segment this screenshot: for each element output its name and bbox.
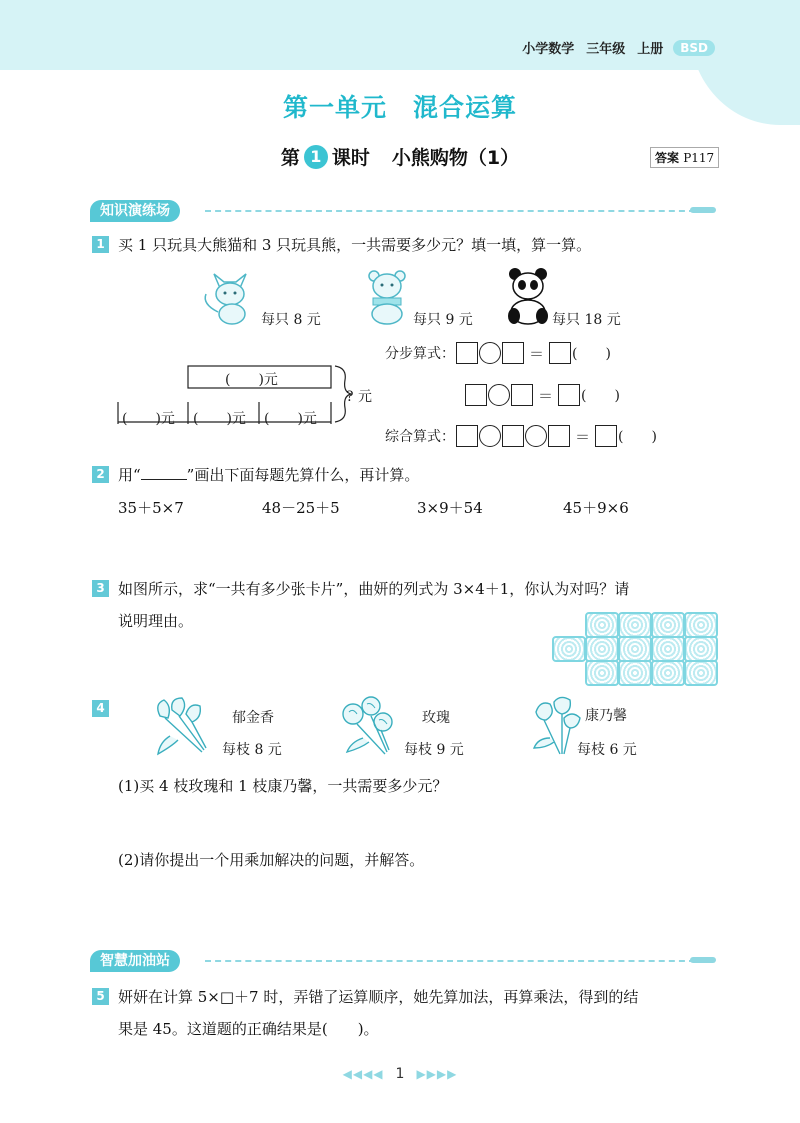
card	[651, 612, 685, 638]
edition-badge: BSD	[673, 40, 715, 56]
card	[684, 612, 718, 638]
section-divider	[205, 210, 695, 212]
answer-box[interactable]	[456, 342, 478, 364]
page-footer	[0, 1066, 800, 1082]
card	[585, 660, 619, 686]
card	[585, 636, 619, 662]
diagram-bottom-label: ( )元	[122, 411, 175, 427]
operator-circle[interactable]	[488, 384, 510, 406]
left-arrows-icon: ◀◀◀◀	[342, 1067, 384, 1081]
expression: 35＋5×7	[118, 499, 184, 517]
section-practice: 知识演练场	[90, 200, 180, 222]
tulip-icon	[150, 696, 220, 758]
answer-box[interactable]	[456, 425, 478, 447]
question-3-line2: 说明理由。	[118, 612, 194, 630]
section-divider	[205, 960, 695, 962]
rose-icon	[335, 696, 401, 758]
card	[585, 612, 619, 638]
price-fox: 每只 8 元	[261, 312, 321, 328]
lesson-suffix: 课时	[331, 147, 370, 169]
question-4-sub1: (1)买 4 枝玫瑰和 1 枝康乃馨，一共需要多少元？	[118, 777, 448, 795]
step-label: 分步算式：	[385, 346, 455, 362]
question-3-line1: 如图所示，求“一共有多少张卡片”，曲妍的列式为 3×4＋1，你认为对吗？请	[118, 580, 630, 598]
answer-box[interactable]	[595, 425, 617, 447]
answer-box[interactable]	[502, 342, 524, 364]
diagram-top-label: ( )元	[225, 372, 278, 388]
equals-sign: ＝	[529, 344, 545, 363]
answer-box[interactable]	[502, 425, 524, 447]
expression: 45＋9×6	[563, 499, 629, 517]
expression: 48－25＋5	[262, 499, 340, 517]
q2-text-after: ”画出下面每题先算什么，再计算。	[186, 466, 420, 484]
answer-ref	[650, 147, 719, 168]
question-4-sub2: (2)请你提出一个用乘加解决的问题，并解答。	[118, 851, 425, 869]
right-arrows-icon: ▶▶▶▶	[416, 1067, 458, 1081]
question-number: 5	[92, 988, 109, 1005]
diagram-bottom-label: ( )元	[264, 411, 317, 427]
price-bear: 每只 9 元	[413, 312, 473, 328]
question-5-line2: 果是 45。这道题的正确结果是( )。	[118, 1020, 379, 1038]
card	[651, 636, 685, 662]
card	[618, 636, 652, 662]
section-advanced: 智慧加油站	[90, 950, 180, 972]
question-number: 1	[92, 236, 109, 253]
header-grade: 三年级	[586, 42, 626, 57]
step-equation-2	[465, 384, 620, 406]
bear-toy-icon	[362, 268, 412, 326]
equals-sign: ＝	[575, 427, 591, 446]
price-panda: 每只 18 元	[552, 312, 621, 328]
flower-price: 每枝 9 元	[404, 742, 464, 758]
card	[651, 660, 685, 686]
flower-name: 康乃馨	[585, 708, 627, 724]
question-number: 3	[92, 580, 109, 597]
operator-circle[interactable]	[479, 425, 501, 447]
card	[618, 660, 652, 686]
underline-sample	[141, 465, 187, 480]
card	[684, 636, 718, 662]
flower-name: 玫瑰	[422, 710, 450, 726]
answer-box[interactable]	[549, 342, 571, 364]
question-1-text: 买 1 只玩具大熊猫和 3 只玩具熊，一共需要多少元？填一填，算一算。	[118, 236, 592, 254]
operator-circle[interactable]	[479, 342, 501, 364]
diagram-question-label: ? 元	[346, 389, 372, 405]
answer-page: P117	[683, 151, 715, 165]
lesson-number: 1	[304, 145, 328, 169]
question-5-line1: 妍妍在计算 5×□＋7 时，弄错了运算顺序，她先算加法，再算乘法，得到的结	[118, 988, 639, 1006]
flower-price: 每枝 8 元	[222, 742, 282, 758]
header-band	[0, 0, 800, 70]
pencil-icon	[690, 957, 716, 963]
answer-box[interactable]	[465, 384, 487, 406]
combined-equation	[385, 425, 657, 447]
diagram-bottom-label: ( )元	[193, 411, 246, 427]
card	[684, 660, 718, 686]
combined-label: 综合算式：	[385, 429, 455, 445]
step-equation-1	[385, 342, 611, 364]
question-number: 4	[92, 700, 109, 717]
pencil-icon	[690, 207, 716, 213]
unit-paren: ( )	[572, 346, 611, 362]
header-volume: 上册	[637, 42, 664, 57]
lesson-prefix: 第	[280, 147, 300, 169]
unit-paren: ( )	[581, 388, 620, 404]
panda-toy-icon	[505, 266, 551, 326]
expression: 3×9＋54	[417, 499, 483, 517]
q2-text-before: 用“	[118, 466, 141, 484]
unit-title: 第一单元 混合运算	[282, 93, 517, 122]
unit-paren: ( )	[618, 429, 657, 445]
page-number: 1	[395, 1066, 405, 1082]
fox-toy-icon	[200, 264, 260, 326]
question-number: 2	[92, 466, 109, 483]
card	[552, 636, 586, 662]
question-2-text	[118, 464, 419, 485]
answer-box[interactable]	[548, 425, 570, 447]
header-subject: 小学数学	[522, 42, 575, 57]
operator-circle[interactable]	[525, 425, 547, 447]
answer-label: 答案	[655, 151, 680, 165]
equals-sign: ＝	[538, 386, 554, 405]
answer-box[interactable]	[558, 384, 580, 406]
card	[618, 612, 652, 638]
flower-price: 每枝 6 元	[577, 742, 637, 758]
flower-name: 郁金香	[232, 710, 274, 726]
header-info	[522, 38, 715, 57]
answer-box[interactable]	[511, 384, 533, 406]
lesson-name: 小熊购物（1）	[391, 147, 520, 169]
